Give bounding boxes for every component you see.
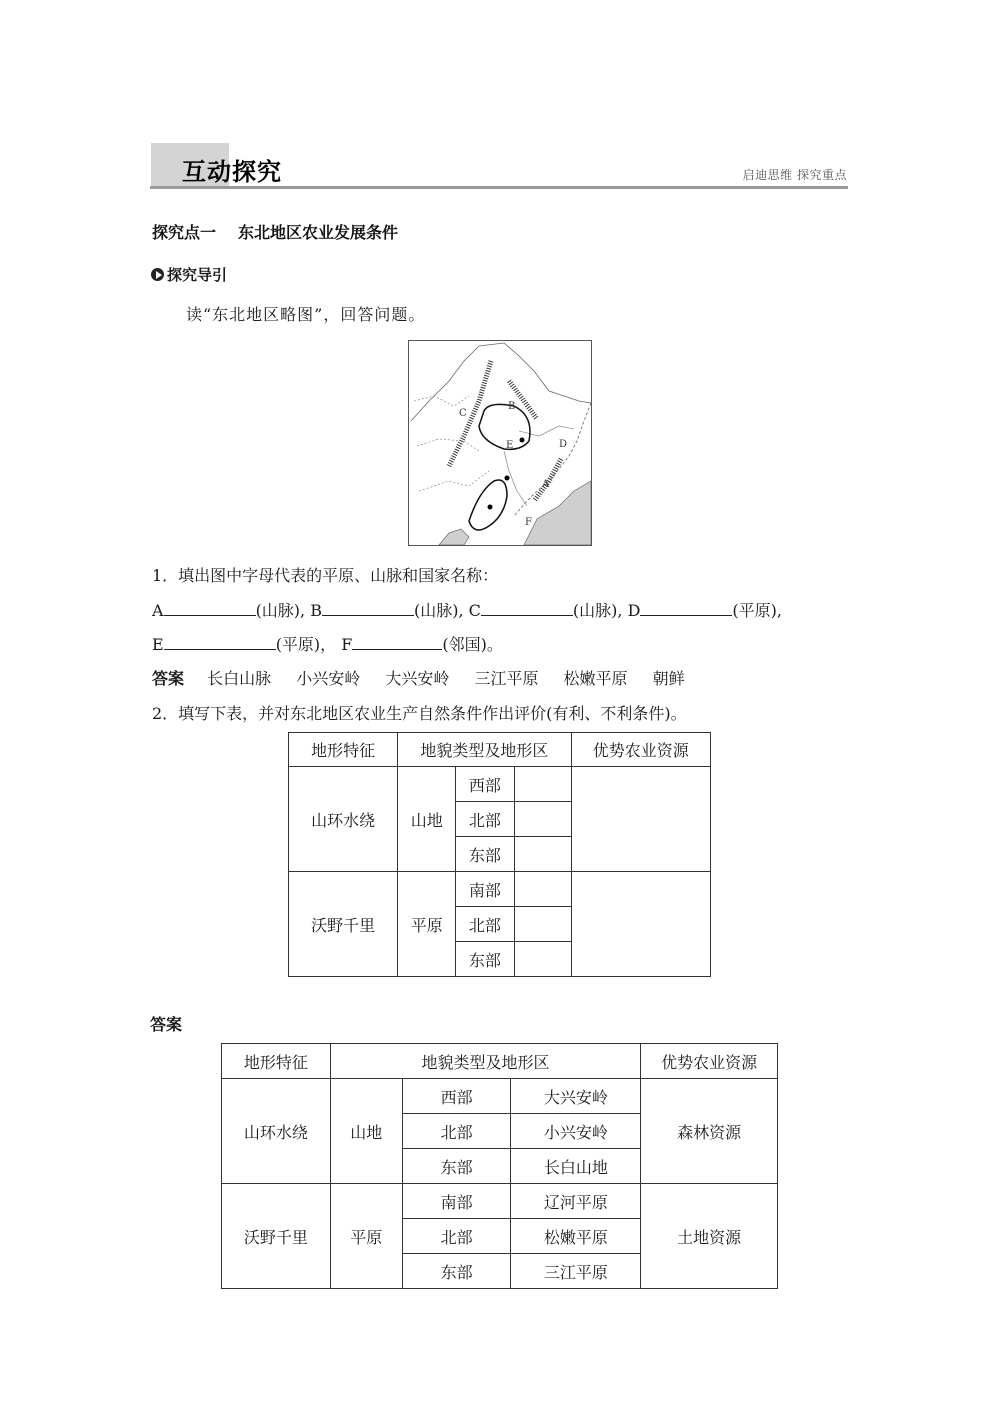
region-cell: 东部 — [402, 1254, 511, 1289]
answer-item: 朝鲜 — [652, 669, 685, 688]
blank-a[interactable] — [164, 601, 256, 616]
header-cell: 地形特征 — [289, 733, 398, 767]
blank-c[interactable] — [481, 601, 573, 616]
region-cell: 北部 — [456, 907, 514, 942]
header-cell: 地貌类型及地形区 — [330, 1044, 640, 1079]
northeast-china-map — [408, 340, 592, 546]
blank-answer-cell[interactable] — [514, 872, 571, 907]
feature-cell: 沃野千里 — [222, 1184, 331, 1289]
question-1-blanks-row-1 — [152, 598, 782, 621]
region-cell: 南部 — [456, 872, 514, 907]
blank-answer-cell[interactable] — [514, 767, 571, 802]
answer-item: 松嫩平原 — [563, 669, 628, 688]
svg-text:A: A — [542, 479, 550, 490]
blank-letter: D — [627, 601, 641, 620]
header-subtitle: 启迪思维 探究重点 — [742, 168, 847, 182]
name-cell: 大兴安岭 — [511, 1079, 641, 1114]
blank-resource-cell[interactable] — [571, 767, 710, 872]
blank-resource-cell[interactable] — [571, 872, 710, 977]
guide-heading — [151, 264, 227, 285]
blank-letter: A — [152, 601, 164, 620]
resource-cell: 森林资源 — [641, 1079, 778, 1184]
blank-d[interactable] — [640, 601, 732, 616]
answer-item: 长白山脉 — [207, 669, 272, 688]
feature-cell: 山环水绕 — [222, 1079, 331, 1184]
section-heading — [152, 220, 398, 243]
guide-label: 探究导引 — [167, 266, 228, 284]
question-1-blanks-row-2 — [152, 632, 503, 655]
blank-type: (山脉), — [414, 601, 464, 620]
answer-item: 小兴安岭 — [296, 669, 361, 688]
reading-prompt: 读“东北地区略图”，回答问题。 — [186, 305, 426, 324]
answer-label: 答案 — [152, 669, 185, 688]
answer-item: 大兴安岭 — [385, 669, 450, 688]
name-cell: 长白山地 — [511, 1149, 641, 1184]
section-label: 探究点一 — [152, 223, 217, 242]
blank-type: (平原)， — [275, 635, 337, 654]
header-cell: 优势农业资源 — [571, 733, 710, 767]
blank-b[interactable] — [322, 601, 414, 616]
region-cell: 东部 — [456, 837, 514, 872]
feature-cell: 沃野千里 — [289, 872, 398, 977]
blank-type: (山脉), — [255, 601, 306, 620]
header-cell: 优势农业资源 — [641, 1044, 778, 1079]
type-cell: 山地 — [398, 767, 456, 872]
resource-cell: 土地资源 — [641, 1184, 778, 1289]
blank-letter: B — [310, 601, 322, 620]
section-title: 东北地区农业发展条件 — [238, 223, 399, 242]
svg-text:D: D — [559, 439, 568, 450]
header-divider — [150, 186, 848, 189]
blank-terrain-table — [288, 732, 711, 977]
name-cell: 小兴安岭 — [511, 1114, 641, 1149]
name-cell: 松嫩平原 — [511, 1219, 641, 1254]
type-cell: 平原 — [330, 1184, 402, 1289]
play-circle-icon — [151, 268, 164, 281]
name-cell: 辽河平原 — [511, 1184, 641, 1219]
header-cell: 地貌类型及地形区 — [398, 733, 571, 767]
blank-answer-cell[interactable] — [514, 802, 571, 837]
header-cell: 地形特征 — [222, 1044, 331, 1079]
blank-answer-cell[interactable] — [514, 942, 571, 977]
blank-type: (山脉), — [572, 601, 623, 620]
blank-letter: F — [341, 635, 353, 654]
region-cell: 北部 — [402, 1219, 511, 1254]
type-cell: 山地 — [330, 1079, 402, 1184]
blank-letter: C — [468, 601, 481, 620]
feature-cell: 山环水绕 — [289, 767, 398, 872]
region-cell: 西部 — [402, 1079, 511, 1114]
name-cell: 三江平原 — [511, 1254, 641, 1289]
question-2-text: 2．填写下表，并对东北地区农业生产自然条件作出评价(有利、不利条件)。 — [152, 704, 687, 723]
page-title: 互动探究 — [182, 158, 282, 186]
blank-f[interactable] — [352, 635, 442, 650]
blank-e[interactable] — [164, 635, 276, 650]
region-cell: 东部 — [402, 1149, 511, 1184]
svg-text:F: F — [525, 517, 532, 528]
question-1-answer — [152, 666, 705, 689]
region-cell: 西部 — [456, 767, 514, 802]
region-cell: 北部 — [456, 802, 514, 837]
svg-text:B: B — [508, 401, 516, 412]
type-cell: 平原 — [398, 872, 456, 977]
svg-text:E: E — [506, 440, 514, 451]
blank-type: (平原), — [732, 601, 782, 620]
map-graphic — [409, 341, 591, 545]
answer-label: 答案 — [150, 1015, 183, 1034]
blank-answer-cell[interactable] — [514, 907, 571, 942]
region-cell: 北部 — [402, 1114, 511, 1149]
answer-item: 三江平原 — [474, 669, 539, 688]
question-1-text: 1．填出图中字母代表的平原、山脉和国家名称： — [152, 566, 499, 585]
region-cell: 南部 — [402, 1184, 511, 1219]
blank-answer-cell[interactable] — [514, 837, 571, 872]
blank-letter: E — [152, 635, 164, 654]
svg-text:C: C — [459, 408, 467, 419]
region-cell: 东部 — [456, 942, 514, 977]
blank-type: (邻国)。 — [442, 635, 503, 654]
answer-terrain-table — [221, 1043, 778, 1289]
